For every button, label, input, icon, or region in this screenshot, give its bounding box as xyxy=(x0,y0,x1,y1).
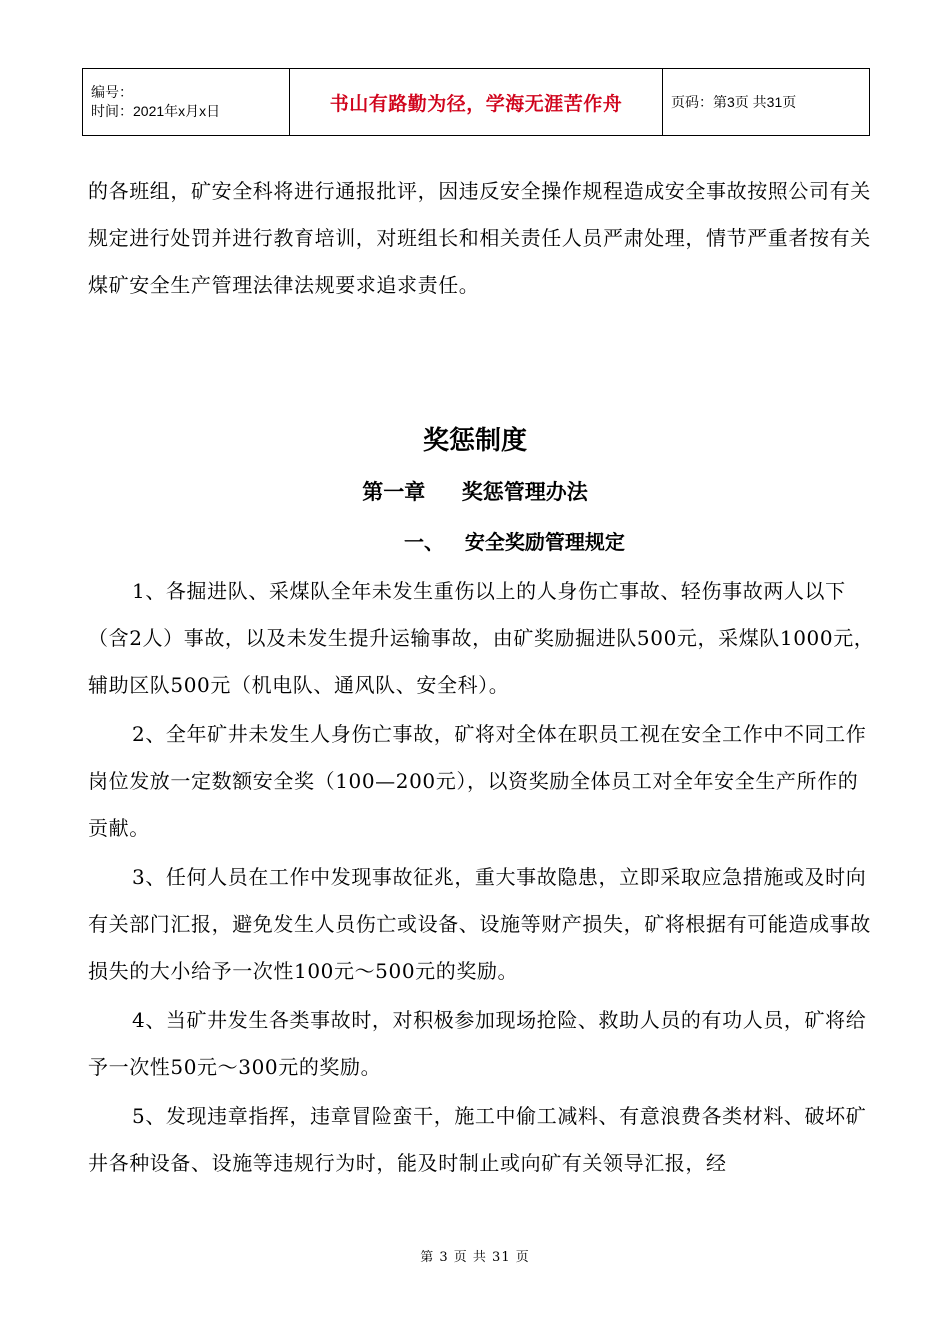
header-page-info: 页码：第3页 共31页 xyxy=(663,69,870,136)
section-heading: 一、 安全奖励管理规定 xyxy=(404,530,625,554)
header-meta xyxy=(83,69,290,136)
page-header xyxy=(82,68,870,136)
rule-paragraph-3: 3、任何人员在工作中发现事故征兆，重大事故隐患，立即采取应急措施或及时向有关部门汇报，避免发生人员伤亡或设备、设施等财产损失，矿将根据有可能造成事故损失的大小给予一次性100元～500元的奖励。 xyxy=(88,865,871,983)
rule-paragraph-5: 5、发现违章指挥，违章冒险蛮干，施工中偷工减料、有意浪费各类材料、破坏矿井各种设备、设施等违规行为时，能及时制止或向矿有关领导汇报，经 xyxy=(88,1104,867,1175)
page-footer: 第 3 页 共 31 页 xyxy=(420,1250,530,1265)
document-number-label: 编号： xyxy=(91,84,133,100)
intro-paragraph: 的各班组，矿安全科将进行通报批评，因违反安全操作规程造成安全事故按照公司有关规定进行处罚并进行教育培训，对班组长和相关责任人员严肃处理，情节严重者按有关煤矿安全生产管理法律法规要求追求责任。 xyxy=(88,179,871,297)
rules-list xyxy=(88,568,878,1187)
rule-paragraph-2: 2、全年矿井未发生人身伤亡事故，矿将对全体在职员工视在安全工作中不同工作岗位发放一定数额安全奖（100—200元），以资奖励全体员工对全年安全生产所作的贡献。 xyxy=(88,722,867,840)
rule-paragraph-1: 1、各掘进队、采煤队全年未发生重伤以上的人身伤亡事故、轻伤事故两人以下（含2人）事故，以及未发生提升运输事故，由矿奖励掘进队500元，采煤队1000元，辅助区队500元（机电队、通风队、安全科）。 xyxy=(88,579,875,697)
header-motto: 书山有路勤为径，学海无涯苦作舟 xyxy=(290,69,663,136)
document-title: 奖惩制度 xyxy=(422,426,527,456)
rule-paragraph-4: 4、当矿井发生各类事故时，对积极参加现场抢险、救助人员的有功人员，矿将给予一次性50元～300元的奖励。 xyxy=(88,1008,867,1079)
document-date: 时间：2021年x月x日 xyxy=(91,103,221,119)
intro-paragraph-block xyxy=(88,168,878,309)
chapter-heading: 第一章 奖惩管理办法 xyxy=(362,480,588,504)
